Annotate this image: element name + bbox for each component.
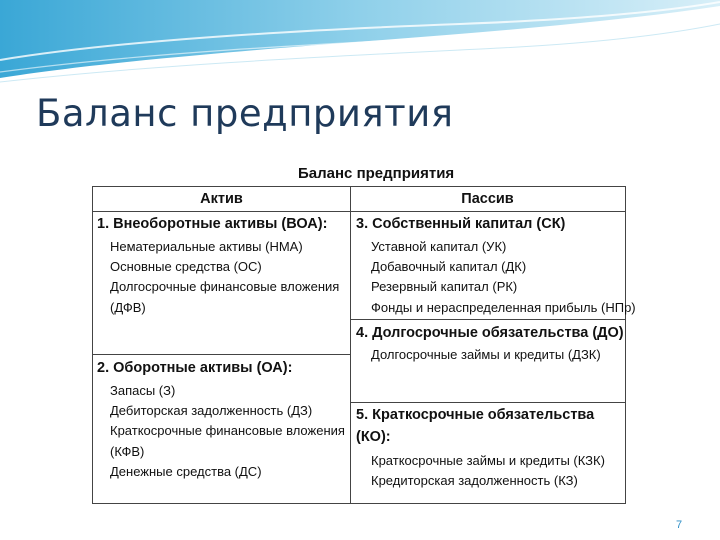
longterm-liabilities-list: [371, 345, 601, 365]
longterm-section-divider: [350, 402, 625, 403]
list-item: Нематериальные активы (НМА): [110, 239, 303, 254]
assets-section-divider: [93, 354, 350, 355]
header-wave-decoration: [0, 0, 720, 90]
header-divider: [93, 211, 625, 212]
longterm-liabilities-title: 4. Долгосрочные обязательства (ДО): [356, 325, 624, 341]
list-item: Основные средства (ОС): [110, 259, 262, 275]
list-item: Денежные средства (ДС): [110, 463, 262, 479]
noncurrent-assets-list: [110, 237, 339, 318]
list-item: Добавочный капитал (ДК): [371, 259, 527, 275]
equity-section-divider: [350, 319, 625, 320]
balance-table: [92, 186, 636, 504]
column-divider: [350, 187, 351, 503]
page-number: 7: [676, 519, 683, 531]
shortterm-liabilities-title-cont: (КО):: [356, 429, 391, 445]
noncurrent-assets-title: 1. Внеоборотные активы (ВОА):: [97, 216, 328, 232]
list-item: Кредиторская задолженность (КЗ): [371, 473, 578, 489]
list-item: Резервный капитал (РК): [371, 279, 518, 295]
shortterm-liabilities-list: [371, 451, 605, 491]
current-assets-title: 2. Оборотные активы (ОА):: [97, 360, 293, 376]
equity-list: [371, 237, 636, 318]
current-assets-list: [110, 381, 345, 482]
list-item: Долгосрочные финансовые вложения: [110, 279, 340, 295]
equity-title: 3. Собственный капитал (СК): [356, 216, 566, 232]
list-item: Краткосрочные займы и кредиты (КЗК): [371, 453, 605, 468]
list-item: Запасы (З): [110, 383, 176, 398]
list-item: Краткосрочные финансовые вложения: [110, 423, 345, 439]
shortterm-liabilities-title: 5. Краткосрочные обязательства: [356, 407, 595, 423]
list-item: (ДФВ): [110, 299, 146, 315]
table-caption: Баланс предприятия: [298, 165, 455, 182]
list-item: (КФВ): [110, 443, 145, 459]
liabilities-header: Пассив: [461, 191, 514, 207]
list-item: Долгосрочные займы и кредиты (ДЗК): [371, 347, 601, 362]
list-item: Фонды и нераспределенная прибыль (НПр): [371, 299, 636, 315]
slide-title: Баланс предприятия: [36, 92, 454, 135]
assets-header: Актив: [200, 191, 243, 207]
list-item: Дебиторская задолженность (ДЗ): [110, 403, 313, 419]
list-item: Уставной капитал (УК): [371, 239, 507, 254]
